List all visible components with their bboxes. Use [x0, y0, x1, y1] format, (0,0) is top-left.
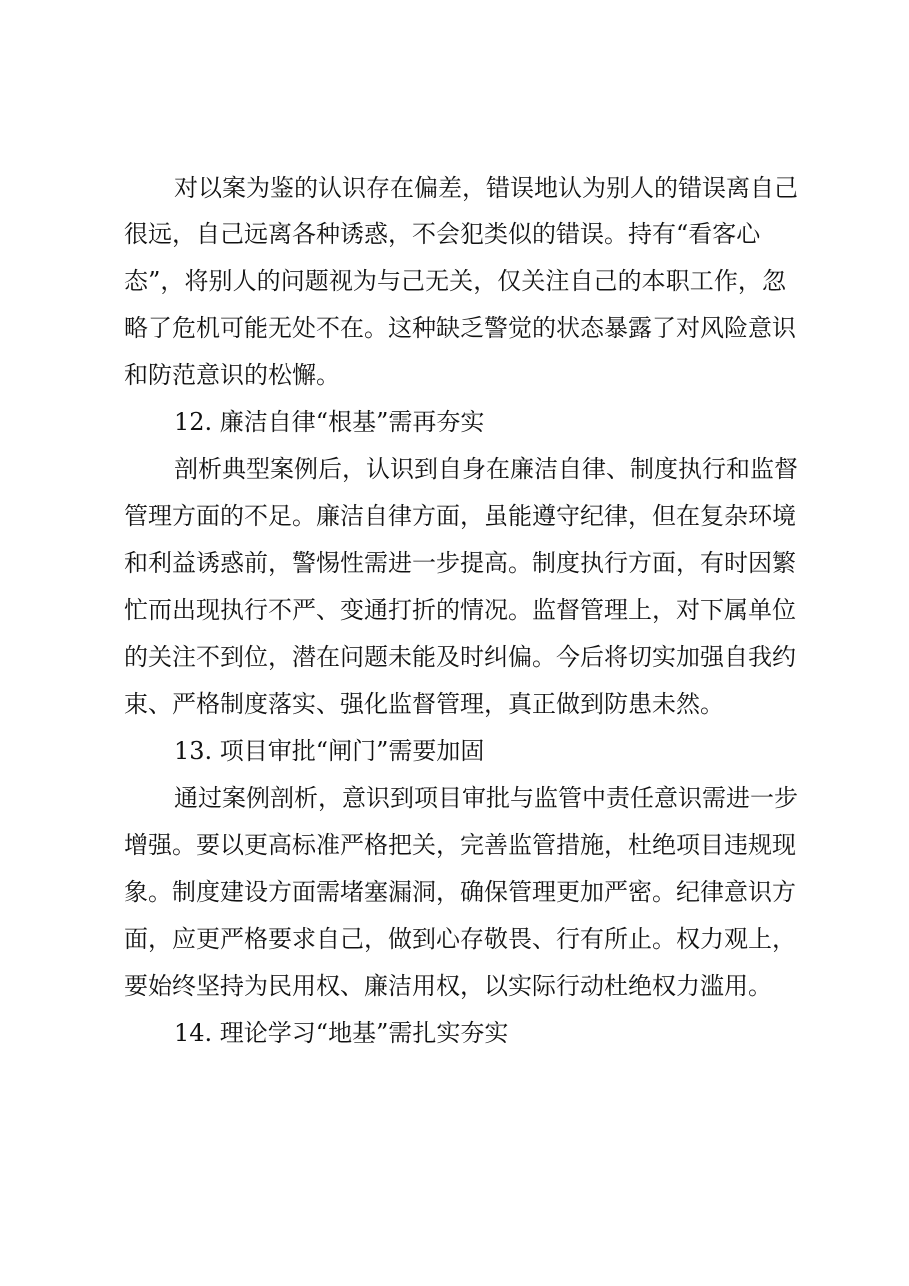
section-heading-12: 12. 廉洁自律“根基”需再夯实	[174, 408, 485, 436]
paragraph-3-line-3: 象 。 制 度 建 设 方 面 需 堵 塞 漏 洞 ， 确 保 管 理 更 加 严 密 。 纪 律 意 识 方	[124, 878, 796, 906]
paragraph-3-line-5: 要始终坚持为民用权、廉洁用权，以实际行动杜绝权力滥用。	[124, 972, 772, 1000]
paragraph-2-line-2: 管 理 方 面 的 不 足 。 廉 洁 自 律 方 面 ， 虽 能 遵 守 纪 律 ， 但 在 复 杂 环 境	[124, 502, 796, 530]
paragraph-1-line-1: 对 以 案 为 鉴 的 认 识 存 在 偏 差 ， 错 误 地 认 为 别 人 的 错 误 离 自 己	[174, 174, 798, 202]
paragraph-3-line-2: 增 强 。 要 以 更 高 标 准 严 格 把 关 ， 完 善 监 管 措 施 ， 杜 绝 项 目 违 规 现	[124, 831, 796, 859]
paragraph-1-line-3: 态 ” ， 将 别 人 的 问 题 视 为 与 己 无 关 ， 仅 关 注 自 己 的 本 职 工 作 ， 忽	[124, 267, 786, 295]
paragraph-3-line-1: 通 过 案 例 剖 析 ， 意 识 到 项 目 审 批 与 监 管 中 责 任 意 识 需 进 一 步	[174, 784, 798, 812]
section-heading-13: 13. 项目审批“闸门”需要加固	[174, 737, 485, 765]
paragraph-1-line-2: 很 远 ， 自 己 远 离 各 种 诱 惑 ， 不 会 犯 类 似 的 错 误 。 持 有 “ 看 客 心	[124, 220, 761, 248]
paragraph-1-line-5: 和防范意识的松懈。	[124, 361, 340, 389]
paragraph-2-line-3: 和 利 益 诱 惑 前 ， 警 惕 性 需 进 一 步 提 高 。 制 度 执 行 方 面 ， 有 时 因 繁	[124, 549, 796, 577]
paragraph-3-line-4: 面 ， 应 更 严 格 要 求 自 己 ， 做 到 心 存 敬 畏 、 行 有 所 止 。 权 力 观 上 ，	[124, 925, 796, 953]
paragraph-2-line-5: 的 关 注 不 到 位 ， 潜 在 问 题 未 能 及 时 纠 偏 。 今 后 将 切 实 加 强 自 我 约	[124, 643, 796, 671]
paragraph-1-line-4: 略 了 危 机 可 能 无 处 不 在 。 这 种 缺 乏 警 觉 的 状 态 暴 露 了 对 风 险 意 识	[124, 314, 796, 342]
section-heading-14: 14. 理论学习“地基”需扎实夯实	[174, 1019, 509, 1047]
paragraph-2-line-1: 剖 析 典 型 案 例 后 ， 认 识 到 自 身 在 廉 洁 自 律 、 制 度 执 行 和 监 督	[174, 455, 798, 483]
paragraph-2-line-4: 忙 而 出 现 执 行 不 严 、 变 通 打 折 的 情 况 。 监 督 管 理 上 ， 对 下 属 单 位	[124, 596, 796, 624]
paragraph-2-line-6: 束、严格制度落实、强化监督管理，真正做到防患未然。	[124, 690, 724, 718]
